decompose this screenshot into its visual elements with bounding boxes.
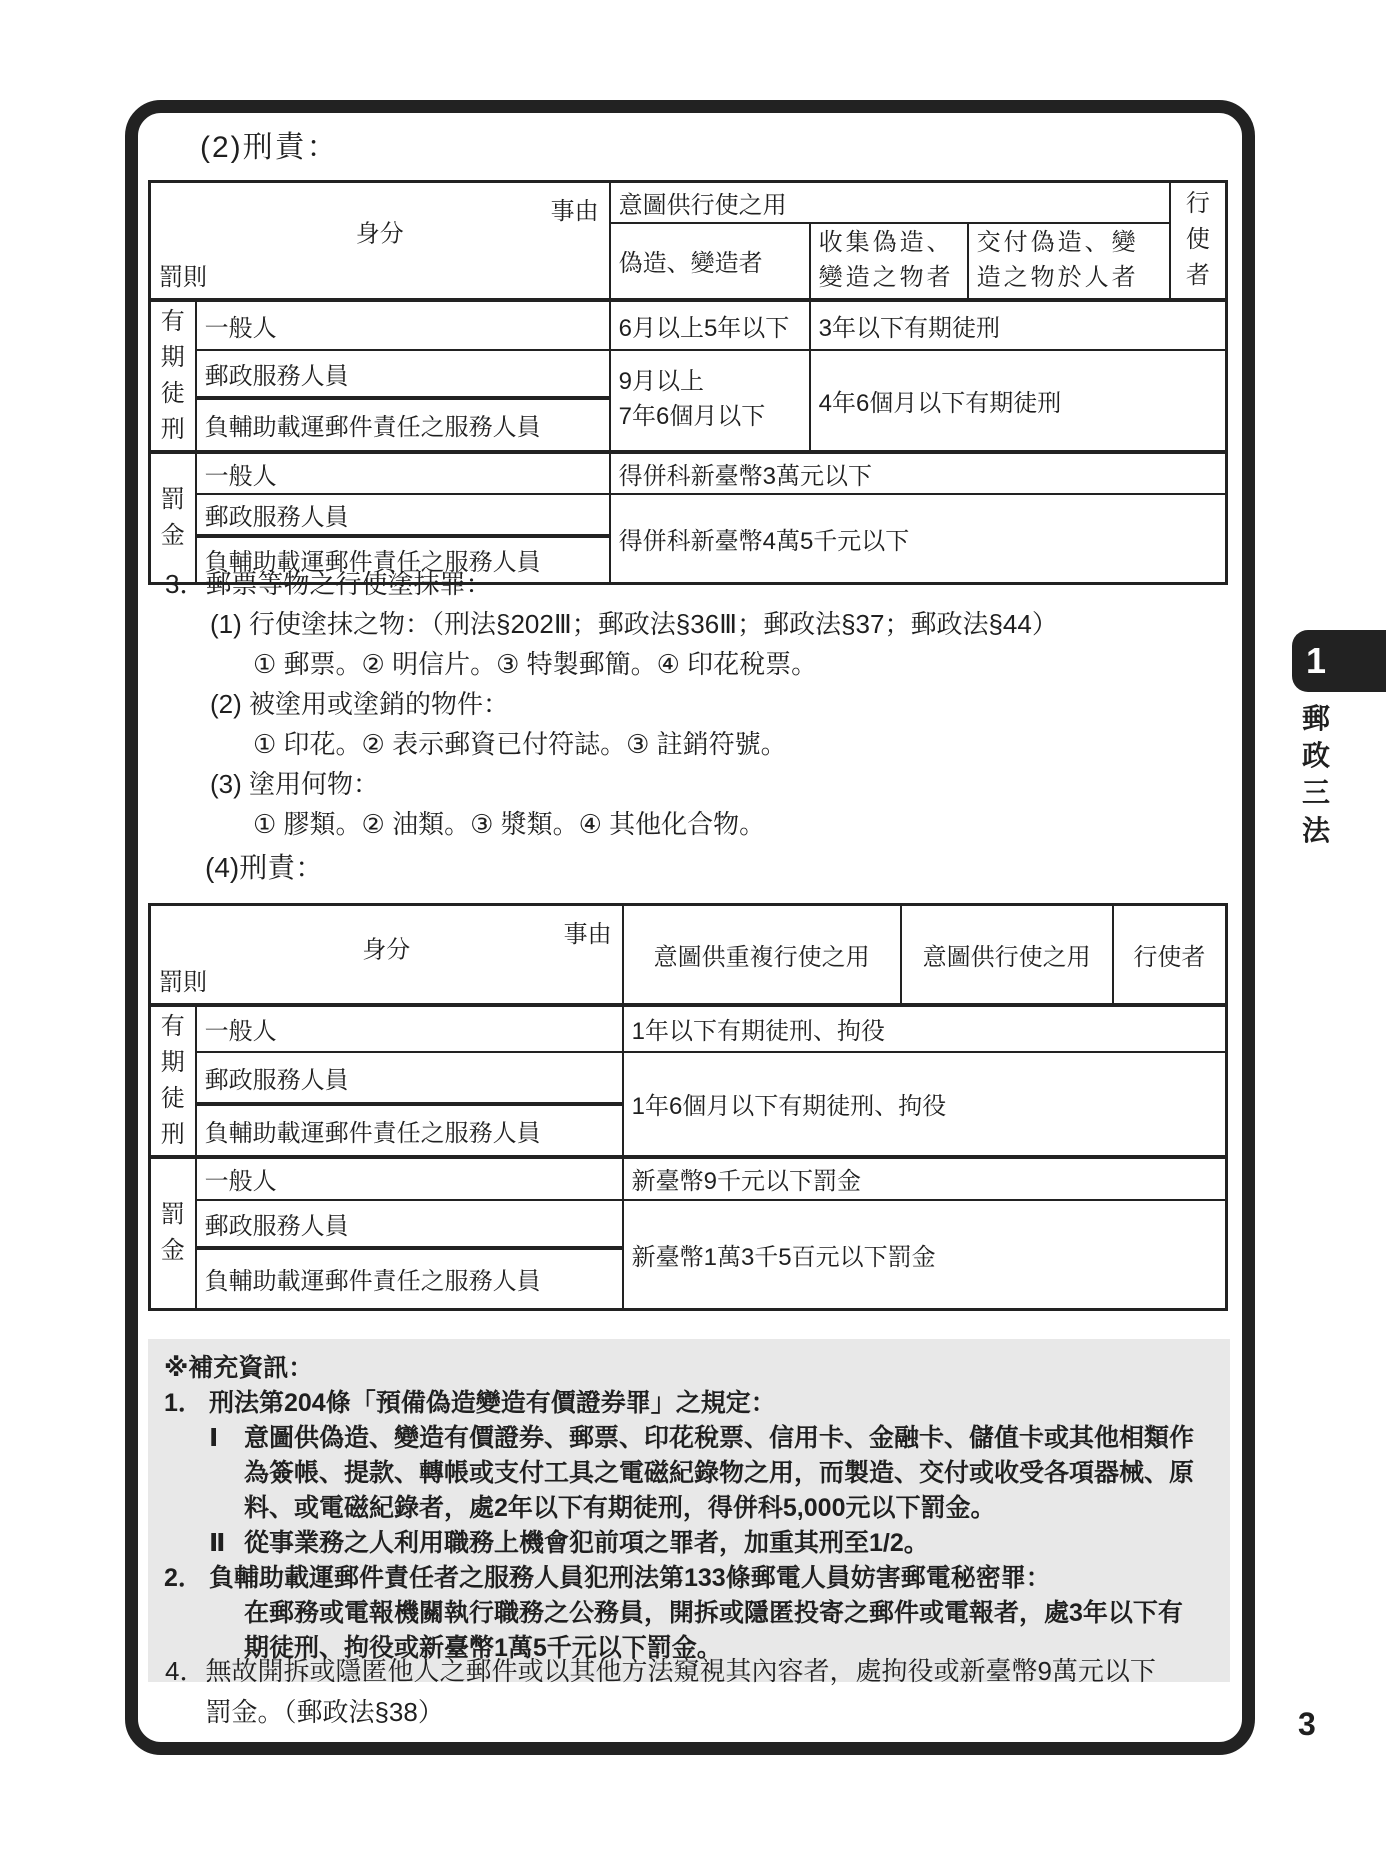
t1-id-postal: 郵政服務人員: [196, 350, 610, 398]
section3-item4: (4)刑責：: [205, 852, 324, 883]
t1-val-fine-general: 得併科新臺幣3萬元以下: [610, 452, 1227, 494]
section3-item1-sub: ① 郵票。② 明信片。③ 特製郵簡。④ 印花稅票。: [253, 649, 818, 679]
t2-id-carrier: 負輔助載運郵件責任之服務人員: [196, 1104, 623, 1157]
supplement-item1-clause1: Ⅰ 意圖供偽造、變造有價證券、郵票、印花稅票、信用卡、金融卡、儲值卡或其他相類作為簽帳、提款、轉帳或支付工具之電磁紀錄物之用，而製造、交付或收受各項器械、原料、或電磁紀錄者，處2年以下有期徒刑，得併科5,000元以下罰金。: [209, 1424, 1195, 1522]
section2-penalty-title: (2)刑責：: [200, 131, 339, 164]
t1-header-user: 行使者: [1170, 182, 1227, 300]
section3-item1: (1) 行使塗抹之物：（刑法§202Ⅲ；郵政法§36Ⅲ；郵政法§37；郵政法§44）: [210, 609, 1058, 639]
t1-id-general: 一般人: [196, 300, 610, 350]
t2-group-fine: 罰金: [150, 1157, 196, 1310]
t1-id-carrier-fine: 負輔助載運郵件責任之服務人員: [196, 536, 610, 584]
t2-header-user: 行使者: [1113, 905, 1227, 1005]
t1-header-penalty: 罰則: [159, 263, 207, 291]
t2-id-postal: 郵政服務人員: [196, 1052, 623, 1104]
penalty-table-forgery: [148, 180, 1228, 585]
supplement-item1: 1． 刑法第204條「預備偽造變造有價證券罪」之規定：: [164, 1389, 776, 1417]
t1-val-fine-staff: 得併科新臺幣4萬5千元以下: [610, 494, 1227, 584]
section3-item3: (3) 塗用何物：: [210, 769, 380, 799]
supplement-item2: 2． 負輔助載運郵件責任者之服務人員犯刑法第133條郵電人員妨害郵電秘密罪：: [164, 1564, 1051, 1592]
t1-val-staff-rest: 4年6個月以下有期徒刑: [810, 350, 1227, 452]
t2-id-carrier-fine: 負輔助載運郵件責任之服務人員: [196, 1248, 623, 1310]
t1-val-general-forge: 6月以上5年以下: [610, 300, 810, 350]
t2-val-prison-staff: 1年6個月以下有期徒刑、拘役: [623, 1052, 1227, 1157]
t1-header-intent: 意圖供行使之用: [610, 182, 1170, 224]
t1-id-general-fine: 一般人: [196, 452, 610, 494]
supplement-item2-body: 在郵務或電報機關執行職務之公務員，開拆或隱匿投寄之郵件或電報者，處3年以下有期徒刑、拘役或新臺幣1萬5千元以下罰金。: [244, 1599, 1183, 1662]
section3-item2: (2) 被塗用或塗銷的物件：: [210, 689, 510, 719]
penalty-table-defacement: [148, 903, 1228, 1311]
t1-header-cause: 事由: [550, 198, 599, 225]
t2-header-cause: 事由: [563, 921, 612, 948]
t2-id-general: 一般人: [196, 1005, 623, 1052]
t1-header-deliver: 交付偽造、變造之物於人者: [968, 223, 1170, 300]
item4-privacy-clause: 4． 無故開拆或隱匿他人之郵件或以其他方法窺視其內容者，處拘役或新臺幣9萬元以下罰金。（郵政法§38）: [165, 1656, 1156, 1727]
t2-header-penalty: 罰則: [159, 968, 207, 996]
t1-val-staff-forge: 9月以上 7年6個月以下: [610, 350, 810, 452]
t1-id-postal-fine: 郵政服務人員: [196, 494, 610, 536]
chapter-tab-label: 郵政三法: [1301, 703, 1330, 846]
chapter-tab: [1292, 630, 1386, 692]
section3-item2-sub: ① 印花。② 表示郵資已付符誌。③ 註銷符號。: [253, 729, 787, 759]
t1-header-forge: 偽造、變造者: [610, 223, 810, 300]
t1-header-identity: 身分: [355, 220, 404, 248]
t2-val-prison-general: 1年以下有期徒刑、拘役: [623, 1005, 1227, 1052]
section3-item3-sub: ① 膠類。② 油類。③ 漿類。④ 其他化合物。: [253, 809, 766, 839]
supplement-item1-clause2: Ⅱ 從事業務之人利用職務上機會犯前項之罪者，加重其刑至1/2。: [209, 1529, 929, 1557]
t2-header-corner: [150, 905, 623, 1005]
chapter-tab-number: 1: [1306, 640, 1327, 681]
page-number: 3: [1298, 1706, 1316, 1742]
t2-id-general-fine: 一般人: [196, 1157, 623, 1200]
supplement-info-box: [148, 1339, 1230, 1682]
t2-val-fine-general: 新臺幣9千元以下罰金: [623, 1157, 1227, 1200]
t1-header-corner: [150, 182, 610, 300]
section3-heading: 3．郵票等物之行使塗抹罪：: [165, 569, 492, 599]
section3-defacement: [165, 564, 1235, 888]
t1-group-fine: 罰金: [150, 452, 196, 584]
t1-header-collect: 收集偽造、變造之物者: [810, 223, 968, 300]
t2-header-identity: 身分: [362, 936, 411, 964]
t2-id-postal-fine: 郵政服務人員: [196, 1200, 623, 1248]
t1-group-prison: 有期徒刑: [150, 300, 196, 452]
t2-val-fine-staff: 新臺幣1萬3千5百元以下罰金: [623, 1200, 1227, 1310]
supplement-title: ※補充資訊：: [164, 1354, 314, 1382]
t1-id-carrier: 負輔助載運郵件責任之服務人員: [196, 398, 610, 452]
t2-header-repeat: 意圖供重複行使之用: [623, 905, 901, 1005]
t1-val-general-rest: 3年以下有期徒刑: [810, 300, 1227, 350]
t2-group-prison: 有期徒刑: [150, 1005, 196, 1157]
t2-header-use: 意圖供行使之用: [901, 905, 1113, 1005]
